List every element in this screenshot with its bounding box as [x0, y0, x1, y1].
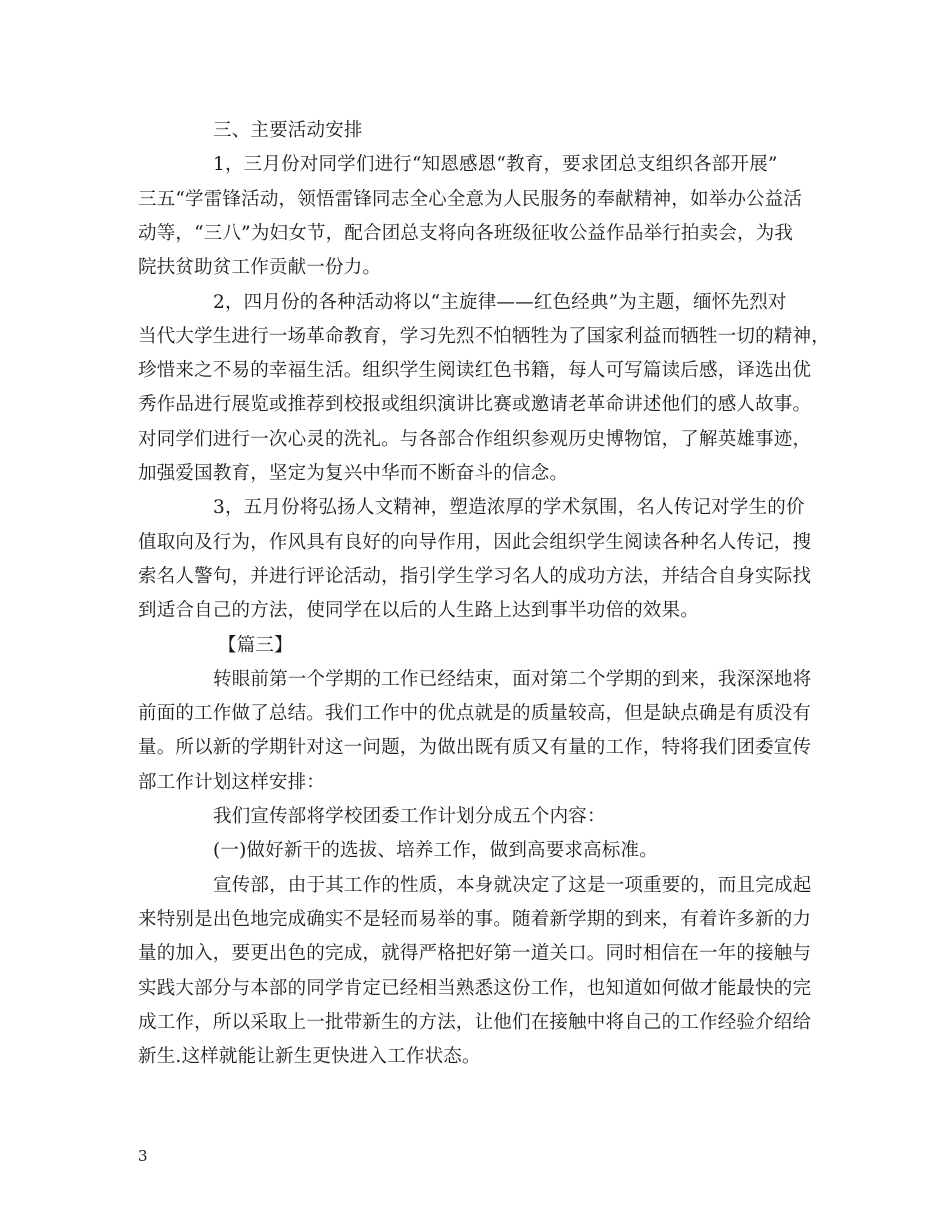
text-line: 对同学们进行一次心灵的洗礼。与各部合作组织参观历史博物馆，了解英雄事迹，	[138, 428, 812, 450]
text-line: 量的加入，要更出色的完成，就得严格把好第一道关口。同时相信在一年的接触与	[138, 943, 812, 965]
text-line: 当代大学生进行一场革命教育，学习先烈不怕牺牲为了国家利益而牺牲一切的精神，	[138, 325, 830, 347]
text-line: 1，三月份对同学们进行“知恩感恩“教育，要求团总支组织各部开展”	[213, 154, 778, 176]
text-line: 到适合自己的方法，使同学在以后的人生路上达到事半功倍的效果。	[138, 600, 700, 622]
text-line: 【篇三】	[218, 634, 293, 656]
text-line: 我们宣传部将学校团委工作计划分成五个内容：	[213, 806, 606, 827]
text-line: 动等，“三八”为妇女节，配合团总支将向各班级征收公益作品举行拍卖会，为我	[138, 222, 794, 244]
text-line: 院扶贫助贫工作贡献一份力。	[138, 257, 382, 279]
text-line: 部工作计划这样安排：	[138, 771, 326, 793]
text-line: 加强爱国教育，坚定为复兴中华而不断奋斗的信念。	[138, 463, 569, 484]
text-line: 新生.这样就能让新生更快进入工作状态。	[138, 1046, 481, 1068]
page-number: 3	[138, 1147, 148, 1165]
text-line: 2，四月份的各种活动将以“主旋律——红色经典”为主题，缅怀先烈对	[213, 291, 787, 313]
text-line: 成工作，所以采取上一批带新生的方法，让他们在接触中将自己的工作经验介绍给	[138, 1011, 812, 1033]
text-line: 珍惜来之不易的幸福生活。组织学生阅读红色书籍，每人可写篇读后感，译选出优	[138, 360, 812, 382]
text-line: 秀作品进行展览或推荐到校报或组织演讲比赛或邀请老革命讲述他们的感人故事。	[138, 394, 812, 416]
text-line: 三、主要活动安排	[213, 120, 363, 141]
text-line: 3，五月份将弘扬人文精神，塑造浓厚的学术氛围，名人传记对学生的价	[213, 497, 805, 519]
text-line: 实践大部分与本部的同学肯定已经相当熟悉这份工作，也知道如何做才能最快的完	[138, 977, 812, 999]
text-line: 来特别是出色地完成确实不是轻而易举的事。随着新学期的到来，有着许多新的力	[138, 908, 812, 930]
text-line: 索名人警句，并进行评论活动，指引学生学习名人的成功方法，并结合自身实际找	[138, 565, 812, 587]
text-line: 三五“学雷锋活动，领悟雷锋同志全心全意为人民服务的奉献精神，如举办公益活	[138, 188, 803, 210]
text-line: 转眼前第一个学期的工作已经结束，面对第二个学期的到来，我深深地将	[213, 668, 812, 690]
text-line: (一)做好新干的选拔、培养工作，做到高要求高标准。	[213, 840, 658, 862]
text-line: 量。所以新的学期针对这一问题，为做出既有质又有量的工作，特将我们团委宣传	[138, 737, 812, 759]
text-line: 前面的工作做了总结。我们工作中的优点就是的质量较高，但是缺点确是有质没有	[138, 703, 812, 725]
text-line: 值取向及行为，作风具有良好的向导作用，因此会组织学生阅读各种名人传记，搜	[138, 531, 812, 553]
text-line: 宣传部，由于其工作的性质，本身就决定了这是一项重要的，而且完成起	[213, 874, 812, 896]
